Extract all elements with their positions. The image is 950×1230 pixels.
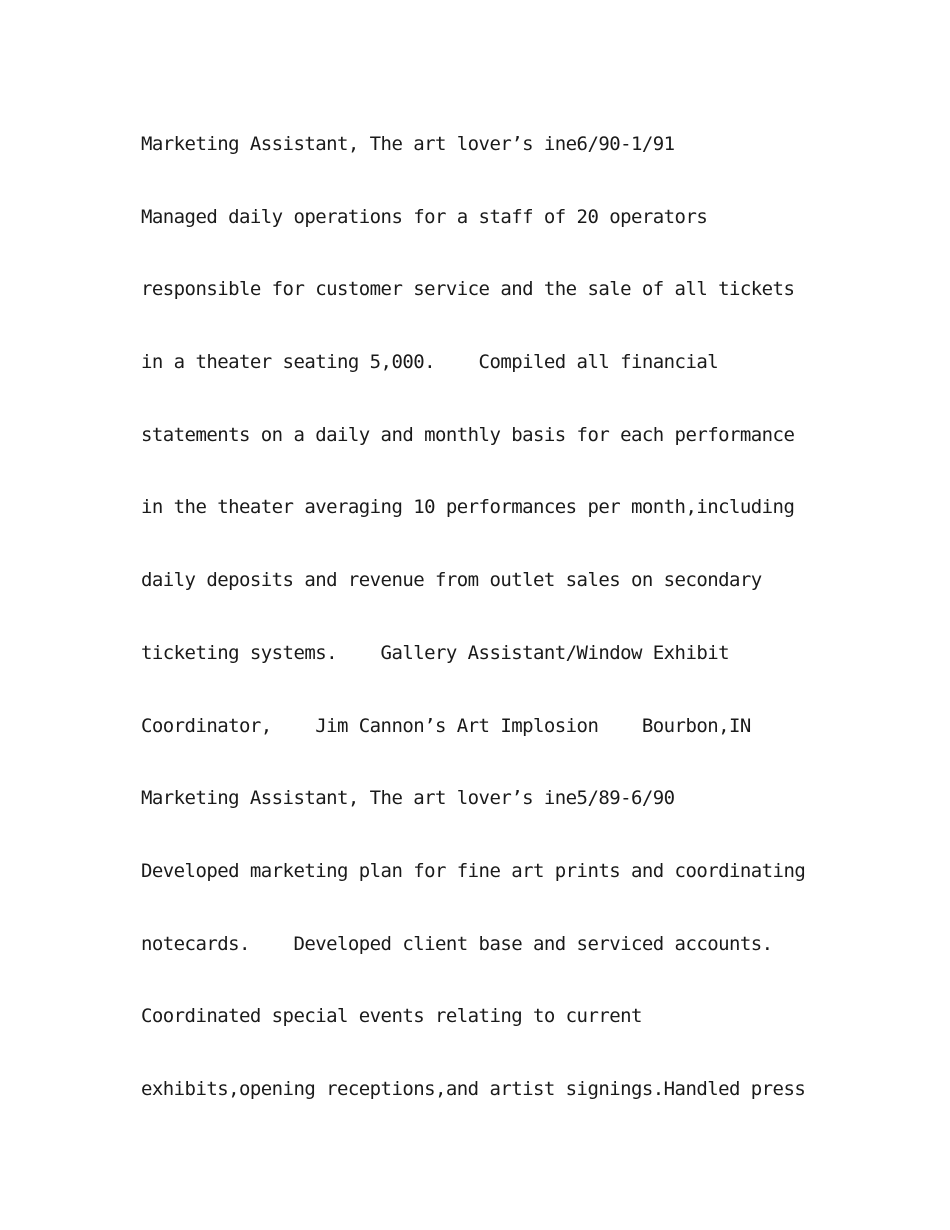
text-line: ticketing systems. Gallery Assistant/Window Exhibit (141, 641, 730, 664)
text-line: Marketing Assistant, The art lover’s ine6/90-1/91 (141, 133, 675, 155)
text-line: Coordinated special events relating to current (141, 1005, 642, 1028)
text-line: Marketing Assistant, The art lover’s ine5/89-6/90 (141, 787, 675, 810)
text-line: responsible for customer service and the sale of all tickets (141, 278, 795, 301)
text-line: Coordinator, Jim Cannon’s Art Implosion Bourbon,IN (141, 714, 751, 737)
text-line: daily deposits and revenue from outlet sales on secondary (141, 569, 762, 592)
text-line: in the theater averaging 10 performances per month,including (141, 496, 795, 519)
document-body (141, 126, 831, 1144)
text-line: exhibits,opening receptions,and artist signings.Handled press (141, 1077, 806, 1100)
text-line: statements on a daily and monthly basis for each performance (141, 423, 795, 446)
text-line: notecards. Developed client base and serviced accounts. (141, 932, 773, 955)
text-line: Managed daily operations for a staff of 20 operators (141, 205, 708, 228)
text-line: in a theater seating 5,000. Compiled all financial (141, 351, 719, 374)
text-line: Developed marketing plan for fine art prints and coordinating (141, 859, 806, 882)
